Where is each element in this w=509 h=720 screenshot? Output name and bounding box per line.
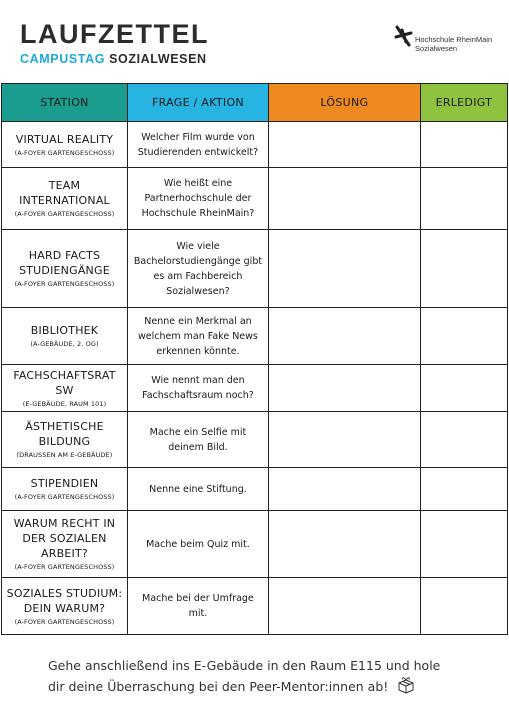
station-cell — [2, 365, 128, 412]
footer-line-2 — [48, 676, 488, 697]
done-cell[interactable] — [420, 168, 507, 230]
column-header-frage: FRAGE / AKTION — [127, 84, 268, 122]
station-location: (A-GEBÄUDE, 2. OG) — [30, 340, 99, 348]
table-row — [2, 168, 508, 230]
question-cell: Nenne ein Merkmal an welchem man Fake News erkennen könnte. — [127, 308, 268, 365]
station-location: (A-FOYER GARTENGESCHOSS) — [14, 210, 115, 218]
station-name: HARD FACTS STUDIENGÄNGE — [19, 249, 110, 277]
footer-instructions — [48, 655, 488, 697]
station-name: FACHSCHAFTSRAT SW — [13, 368, 116, 397]
question-cell: Wie heißt eine Partnerhochschule der Hochschule RheinMain? — [127, 168, 268, 230]
table-row — [2, 308, 508, 365]
station-location: (E-GEBÄUDE, RAUM 101) — [22, 399, 107, 408]
logo-text — [415, 35, 492, 53]
gift-box-icon — [396, 676, 416, 694]
done-cell[interactable] — [420, 365, 507, 412]
station-name: VIRTUAL REALITY — [15, 132, 114, 146]
station-cell — [2, 412, 128, 468]
station-cell — [2, 468, 128, 511]
university-logo — [393, 25, 493, 55]
station-cell — [2, 168, 128, 230]
page-subtitle — [20, 51, 207, 67]
answer-cell[interactable] — [268, 168, 420, 230]
answer-cell[interactable] — [268, 230, 420, 308]
question-cell: Mache ein Selfie mit deinem Bild. — [127, 412, 268, 468]
column-header-erledigt: ERLEDIGT — [420, 84, 507, 122]
column-header-loesung: LÖSUNG — [268, 84, 420, 122]
subtitle-sozialwesen: SOZIALWESEN — [109, 52, 207, 66]
asterisk-logo-icon — [393, 25, 413, 47]
done-cell[interactable] — [420, 578, 507, 635]
answer-cell[interactable] — [268, 122, 420, 168]
station-table — [1, 83, 508, 635]
answer-cell[interactable] — [268, 511, 420, 578]
table-row — [2, 122, 508, 168]
question-cell: Mache beim Quiz mit. — [127, 511, 268, 578]
station-cell — [2, 230, 128, 308]
logo-department-name: Sozialwesen — [415, 44, 458, 53]
question-cell: Wie viele Bachelorstudiengänge gibt es am Fachbereich Sozialwesen? — [127, 230, 268, 308]
done-cell[interactable] — [420, 468, 507, 511]
column-header-station: STATION — [2, 84, 128, 122]
subtitle-campustag: CAMPUSTAG — [20, 52, 106, 66]
table-row — [2, 468, 508, 511]
station-location: (A-FOYER GARTENGESCHOSS) — [14, 493, 115, 501]
station-name: SOZIALES STUDIUM: DEIN WARUM? — [6, 586, 123, 615]
station-cell — [2, 578, 128, 635]
footer-line-1: Gehe anschließend ins E-Gebäude in den Raum E115 und hole — [48, 658, 441, 673]
table-row — [2, 412, 508, 468]
answer-cell[interactable] — [268, 365, 420, 412]
station-name: STIPENDIEN — [30, 477, 99, 490]
table-header-row — [2, 84, 508, 122]
station-name: ÄSTHETISCHE BILDUNG — [25, 420, 104, 448]
station-location: (A-FOYER GARTENGESCHOSS) — [14, 563, 115, 571]
table-row — [2, 230, 508, 308]
question-cell: Welcher Film wurde von Studierenden entwickelt? — [127, 122, 268, 168]
station-cell — [2, 308, 128, 365]
done-cell[interactable] — [420, 122, 507, 168]
answer-cell[interactable] — [268, 578, 420, 635]
table-row — [2, 511, 508, 578]
station-location: (A-FOYER GARTENGESCHOSS) — [14, 148, 115, 157]
logo-university-name: Hochschule RheinMain — [415, 35, 493, 44]
station-name: BIBLIOTHEK — [30, 324, 99, 337]
done-cell[interactable] — [420, 230, 507, 308]
question-cell: Nenne eine Stiftung. — [127, 468, 268, 511]
answer-cell[interactable] — [268, 412, 420, 468]
footer-line-2-text: dir deine Überraschung bei den Peer-Mentor:innen ab! — [48, 679, 389, 694]
done-cell[interactable] — [420, 511, 507, 578]
station-location: (A-FOYER GARTENGESCHOSS) — [14, 280, 115, 288]
station-cell — [2, 511, 128, 578]
station-cell — [2, 122, 128, 168]
station-name: TEAM INTERNATIONAL — [19, 179, 110, 207]
page-title: LAUFZETTEL — [20, 19, 209, 49]
table-row — [2, 365, 508, 412]
question-cell: Mache bei der Umfrage mit. — [127, 578, 268, 635]
question-cell: Wie nennt man den Fachschaftsraum noch? — [127, 365, 268, 412]
answer-cell[interactable] — [268, 468, 420, 511]
done-cell[interactable] — [420, 308, 507, 365]
table-row — [2, 578, 508, 635]
station-location: (DRAUSSEN AM E-GEBÄUDE) — [16, 451, 113, 459]
station-name: WARUM RECHT IN DER SOZIALEN ARBEIT? — [13, 517, 116, 560]
station-location: (A-FOYER GARTENGESCHOSS) — [14, 617, 115, 626]
answer-cell[interactable] — [268, 308, 420, 365]
done-cell[interactable] — [420, 412, 507, 468]
